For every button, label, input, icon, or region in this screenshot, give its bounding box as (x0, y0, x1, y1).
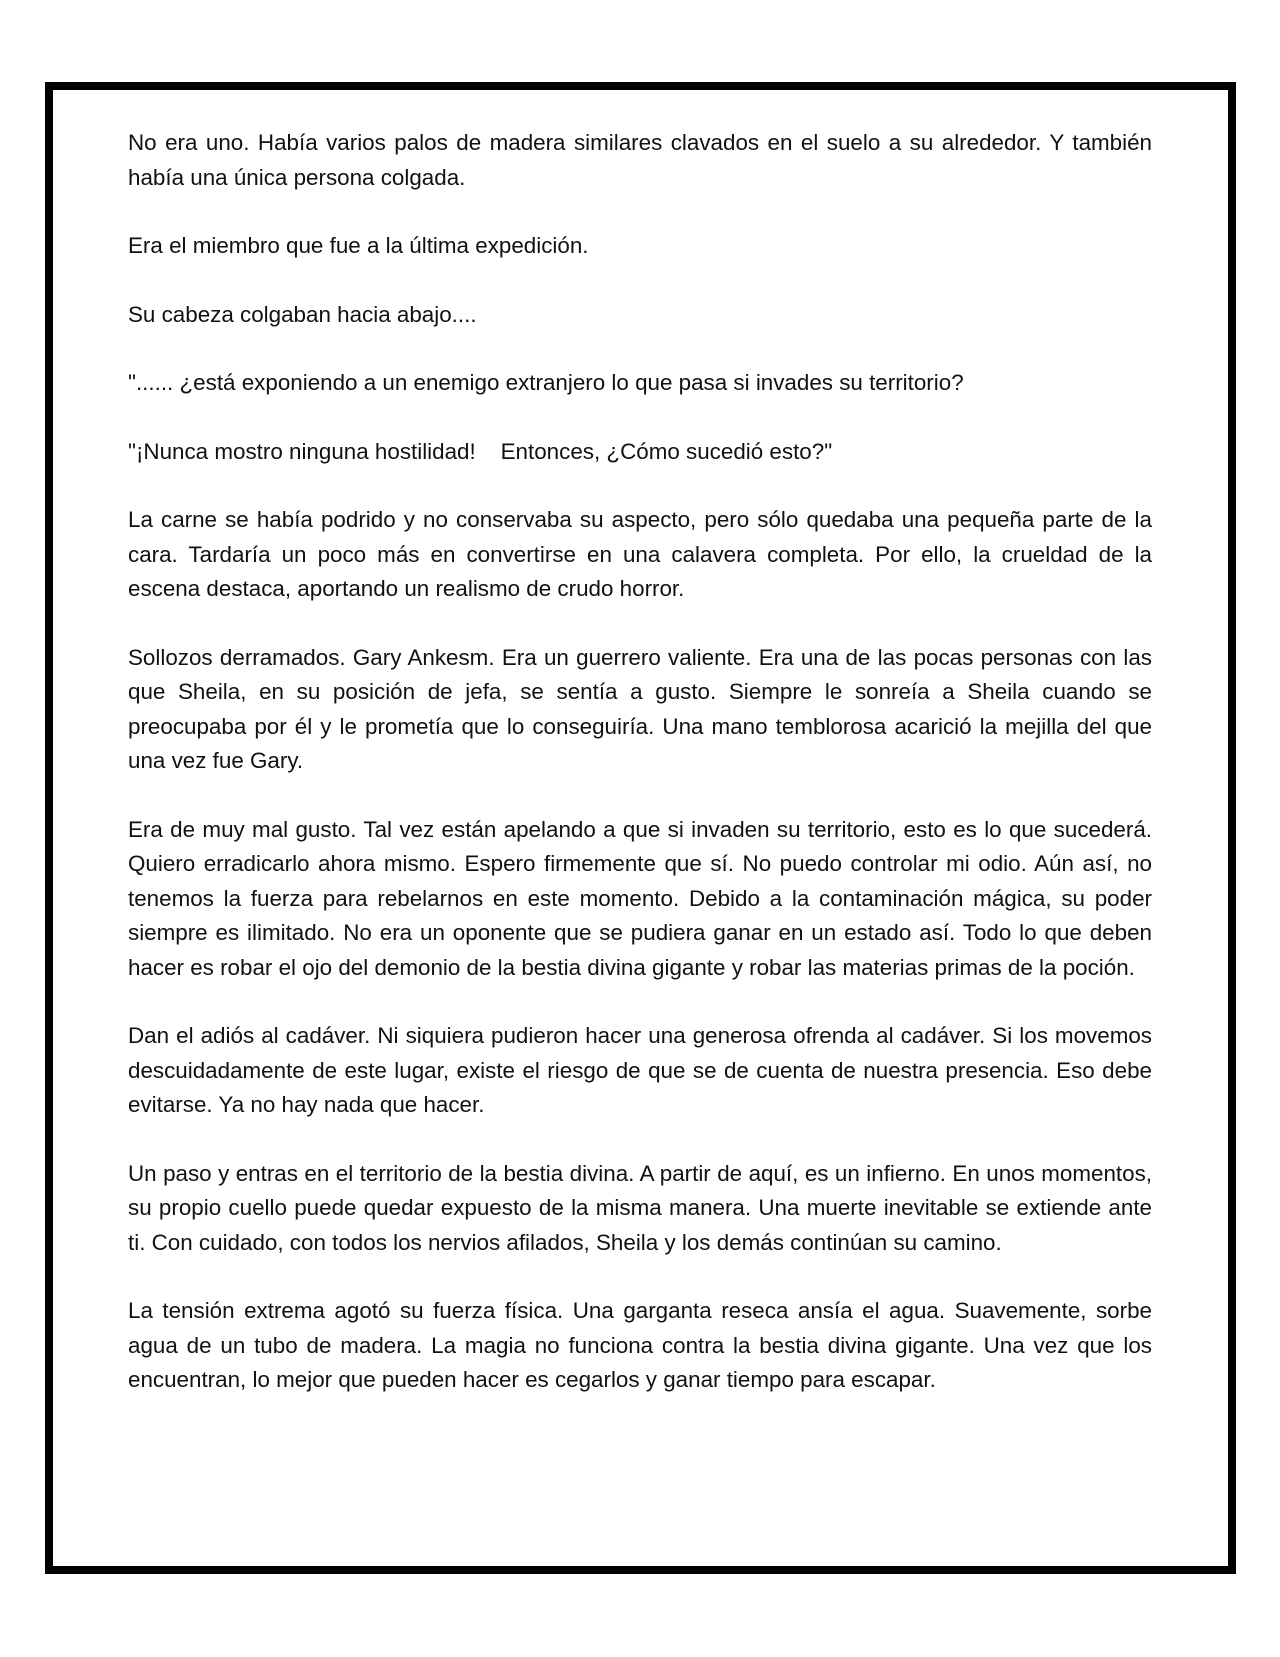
paragraph-4: "...... ¿está exponiendo a un enemigo extranjero lo que pasa si invades su territorio? (128, 370, 964, 395)
paragraph-9: Dan el adiós al cadáver. Ni siquiera pudieron hacer una generosa ofrenda al cadáver. Si los movemos descuidadamente de este lugar, existe el riesgo de que se de cuenta de nuestra presencia. Eso debe evitarse. Ya no hay nada que hacer. (128, 1023, 1152, 1117)
paragraph-2: Era el miembro que fue a la última expedición. (128, 233, 589, 258)
paragraph-5: "¡Nunca mostro ninguna hostilidad! Entonces, ¿Cómo sucedió esto?" (128, 438, 833, 464)
document-body (128, 126, 1152, 1432)
paragraph-8: Era de muy mal gusto. Tal vez están apelando a que si invaden su territorio, esto es lo que sucederá. Quiero erradicarlo ahora mismo. Espero firmemente que sí. No puedo controlar mi odio. Aún así, no tenemos la fuerza para rebelarnos en este momento. Debido a la contaminación mágica, su poder siempre es ilimitado. No era un oponente que se pudiera ganar en un estado así. Todo lo que deben hacer es robar el ojo del demonio de la bestia divina gigante y robar las materias primas de la poción. (128, 816, 1152, 980)
paragraph-11: La tensión extrema agotó su fuerza física. Una garganta reseca ansía el agua. Suavemente, sorbe agua de un tubo de madera. La magia no funciona contra la bestia divina gigante. Una vez que los encuentran, lo mejor que pueden hacer es cegarlos y ganar tiempo para escapar. (128, 1298, 1152, 1392)
paragraph-10: Un paso y entras en el territorio de la bestia divina. A partir de aquí, es un infierno. En unos momentos, su propio cuello puede quedar expuesto de la misma manera. Una muerte inevitable se extiende ante ti. Con cuidado, con todos los nervios afilados, Sheila y los demás continúan su camino. (128, 1160, 1152, 1255)
paragraph-1: No era uno. Había varios palos de madera similares clavados en el suelo a su alrededor. Y también había una única persona colgada. (128, 130, 1152, 190)
paragraph-3: Su cabeza colgaban hacia abajo.... (128, 301, 477, 327)
paragraph-7: Sollozos derramados. Gary Ankesm. Era un guerrero valiente. Era una de las pocas personas con las que Sheila, en su posición de jefa, se sentía a gusto. Siempre le sonreía a Sheila cuando se preocupaba por él y le prometía que lo conseguiría. Una mano temblorosa acarició la mejilla del que una vez fue Gary. (128, 644, 1152, 773)
paragraph-6: La carne se había podrido y no conservaba su aspecto, pero sólo quedaba una pequeña parte de la cara. Tardaría un poco más en convertirse en una calavera completa. Por ello, la crueldad de la escena destaca, aportando un realismo de crudo horror. (128, 507, 1152, 601)
